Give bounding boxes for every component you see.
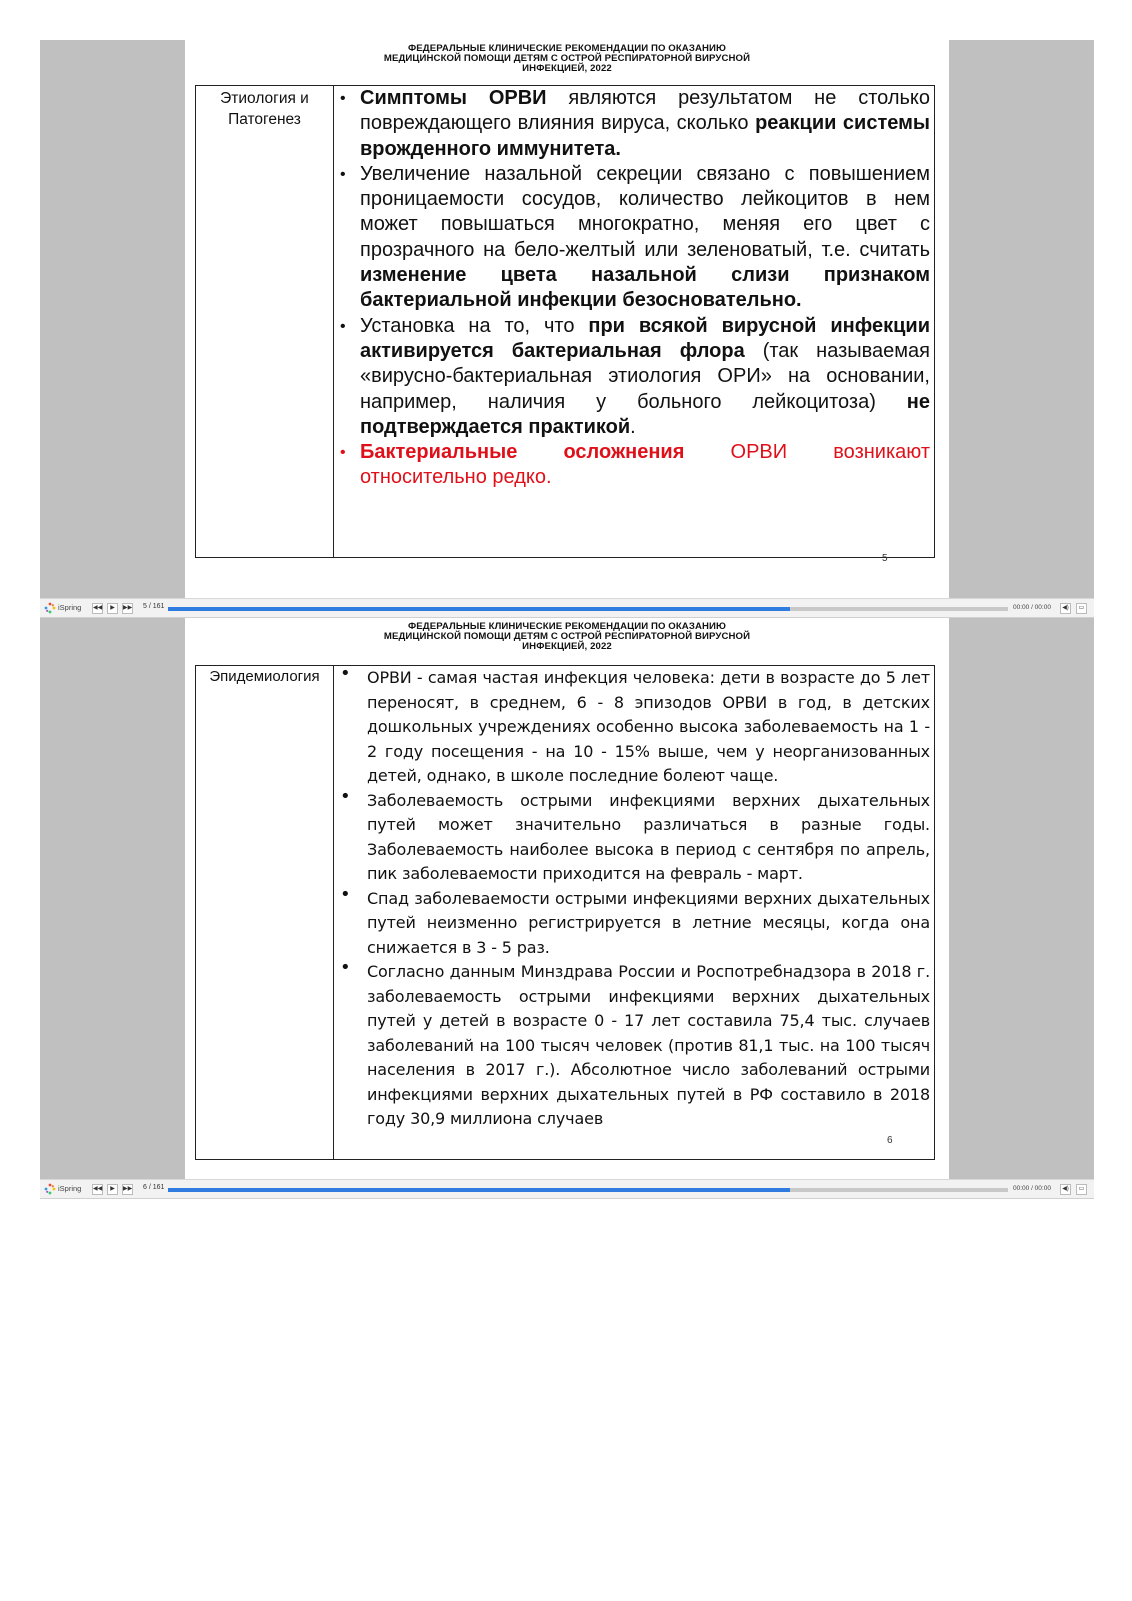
section-cell: [196, 666, 334, 1159]
item-text: Согласно данным Минздрава России и Роспотребнадзора в 2018 г. заболеваемость острыми инфекциями верхних дыхательных путей у детей в возрасте 0 - 17 лет составила 75,4 тыс. случаев заболеваний на 100 тысяч человек (против 81,1 тыс. на 100 тысяч населения в 2017 г.). Абсолютное число заболеваний острыми инфекциями верхних дыхательных путей в РФ составило в 2018 году 30,9 миллиона случаев: [367, 962, 930, 1128]
list-item: [334, 785, 934, 887]
bold-text: не подтверждается практикой: [360, 390, 930, 438]
bullet-icon: •: [340, 444, 346, 462]
bold-text: реакции системы врожденного иммунитета.: [360, 112, 931, 160]
bullet-icon: •: [340, 785, 351, 807]
progress-track[interactable]: [168, 607, 1008, 611]
content-table: [195, 665, 935, 1160]
header-line: ИНФЕКЦИЕЙ, 2022: [522, 63, 612, 74]
list-item: [334, 440, 934, 491]
item-text: Установка на то, что: [360, 314, 589, 337]
list-item: [334, 314, 934, 440]
bullet-icon: •: [340, 317, 346, 335]
slide-counter: 6 / 161: [143, 1184, 165, 1191]
item-text: ОРВИ - самая частая инфекция человека: дети в возрасте до 5 лет переносят, в среднем, 6 - 8 эпизодов ОРВИ в год, в детских дошкольных учреждениях особенно высока заболеваемость на 1 - 2 году посещения - на 10 - 15% выше, чем у неорганизованных детей, однако, в школе последние болеют чаще.: [367, 668, 930, 785]
bullet-icon: •: [340, 663, 351, 684]
next-slide-button[interactable]: ▶▶: [122, 603, 133, 614]
slide-viewport-2: [40, 618, 1094, 1179]
prev-slide-button[interactable]: ◀◀: [92, 1184, 103, 1195]
bullet-icon: •: [340, 165, 346, 183]
section-title: Эпидемиология: [209, 668, 320, 685]
content-cell: [334, 663, 934, 1159]
player-brand: iSpring: [58, 1184, 82, 1193]
volume-button[interactable]: ◀): [1060, 603, 1071, 614]
header-line: ИНФЕКЦИЕЙ, 2022: [522, 641, 612, 652]
play-button[interactable]: ▶: [107, 603, 118, 614]
bullet-list: [334, 86, 934, 491]
bullet-list: [334, 663, 934, 1132]
item-text: ОРВИ возникают относительно редко.: [360, 441, 930, 489]
slide-6: [185, 618, 949, 1179]
fullscreen-button[interactable]: ▭: [1076, 603, 1087, 614]
ispring-logo-icon: [44, 1183, 56, 1195]
header-line: ФЕДЕРАЛЬНЫЕ КЛИНИЧЕСКИЕ РЕКОМЕНДАЦИИ ПО ОКАЗАНИЮ: [407, 43, 726, 54]
player-bar-1: [40, 598, 1094, 618]
header-line: МЕДИЦИНСКОЙ ПОМОЩИ ДЕТЯМ С ОСТРОЙ РЕСПИРАТОРНОЙ ВИРУСНОЙ: [383, 631, 751, 642]
list-item: [334, 86, 934, 162]
next-slide-button[interactable]: ▶▶: [122, 1184, 133, 1195]
item-text: Спад заболеваемости острыми инфекциями верхних дыхательных путей неизменно регистрируется в летние месяцы, когда она снижается в 3 - 5 раз.: [367, 888, 930, 957]
page-number: 6: [887, 1135, 893, 1146]
list-item: [334, 957, 934, 1132]
time-display: 00:00 / 00:00: [1013, 1185, 1051, 1192]
section-title: Этиология и Патогенез: [220, 90, 309, 128]
play-button[interactable]: ▶: [107, 1184, 118, 1195]
fullscreen-button[interactable]: ▭: [1076, 1184, 1087, 1195]
slide-header: [185, 622, 949, 652]
slide-viewport-1: [40, 40, 1094, 598]
player-brand: iSpring: [58, 603, 82, 612]
bullet-icon: •: [340, 90, 346, 107]
item-text: являются результатом не столько повреждающего влияния вируса, сколько: [360, 87, 931, 135]
item-text: .: [630, 415, 636, 438]
bullet-icon: •: [340, 957, 351, 978]
progress-track[interactable]: [168, 1188, 1008, 1192]
slide-counter: 5 / 161: [143, 603, 165, 610]
bullet-icon: •: [340, 883, 351, 905]
bold-text: изменение цвета назальной слизи признаком бактериальной инфекции безосновательно.: [360, 264, 930, 312]
bold-text: Симптомы ОРВИ: [360, 87, 547, 109]
item-text: Заболеваемость острыми инфекциями верхних дыхательных путей может значительно различаться в разные годы. Заболеваемость наиболее высока в период с сентября по апрель, пик заболеваемости приходится на февраль - март.: [367, 790, 930, 883]
section-cell: [196, 86, 334, 557]
player-bar-2: [40, 1179, 1094, 1199]
prev-slide-button[interactable]: ◀◀: [92, 603, 103, 614]
content-table: [195, 85, 935, 558]
bold-text: Бактериальные осложнения: [360, 441, 685, 464]
item-text: (так называемая «вирусно-бактериальная этиология ОРИ» на основании, например, наличия у больного лейкоцитоза): [360, 339, 930, 413]
bold-text: при всякой вирусной инфекции активируется бактериальная флора: [360, 314, 930, 362]
slide-5: [185, 40, 949, 598]
header-line: ФЕДЕРАЛЬНЫЕ КЛИНИЧЕСКИЕ РЕКОМЕНДАЦИИ ПО ОКАЗАНИЮ: [407, 621, 726, 632]
slide-header: [185, 44, 949, 74]
list-item: [334, 162, 934, 314]
item-text: Увеличение назальной секреции связано с повышением проницаемости сосудов, количество лейкоцитов в нем может повышаться многократно, меняя его цвет с прозрачного на бело-желтый или зеленоватый, т.е. считать: [360, 162, 930, 261]
progress-fill: [168, 607, 790, 611]
list-item: [334, 883, 934, 961]
volume-button[interactable]: ◀): [1060, 1184, 1071, 1195]
list-item: [334, 663, 934, 789]
ispring-logo-icon: [44, 602, 56, 614]
content-cell: [334, 86, 934, 557]
page-number: 5: [882, 553, 888, 564]
header-line: МЕДИЦИНСКОЙ ПОМОЩИ ДЕТЯМ С ОСТРОЙ РЕСПИРАТОРНОЙ ВИРУСНОЙ: [383, 53, 751, 64]
progress-fill: [168, 1188, 790, 1192]
time-display: 00:00 / 00:00: [1013, 604, 1051, 611]
